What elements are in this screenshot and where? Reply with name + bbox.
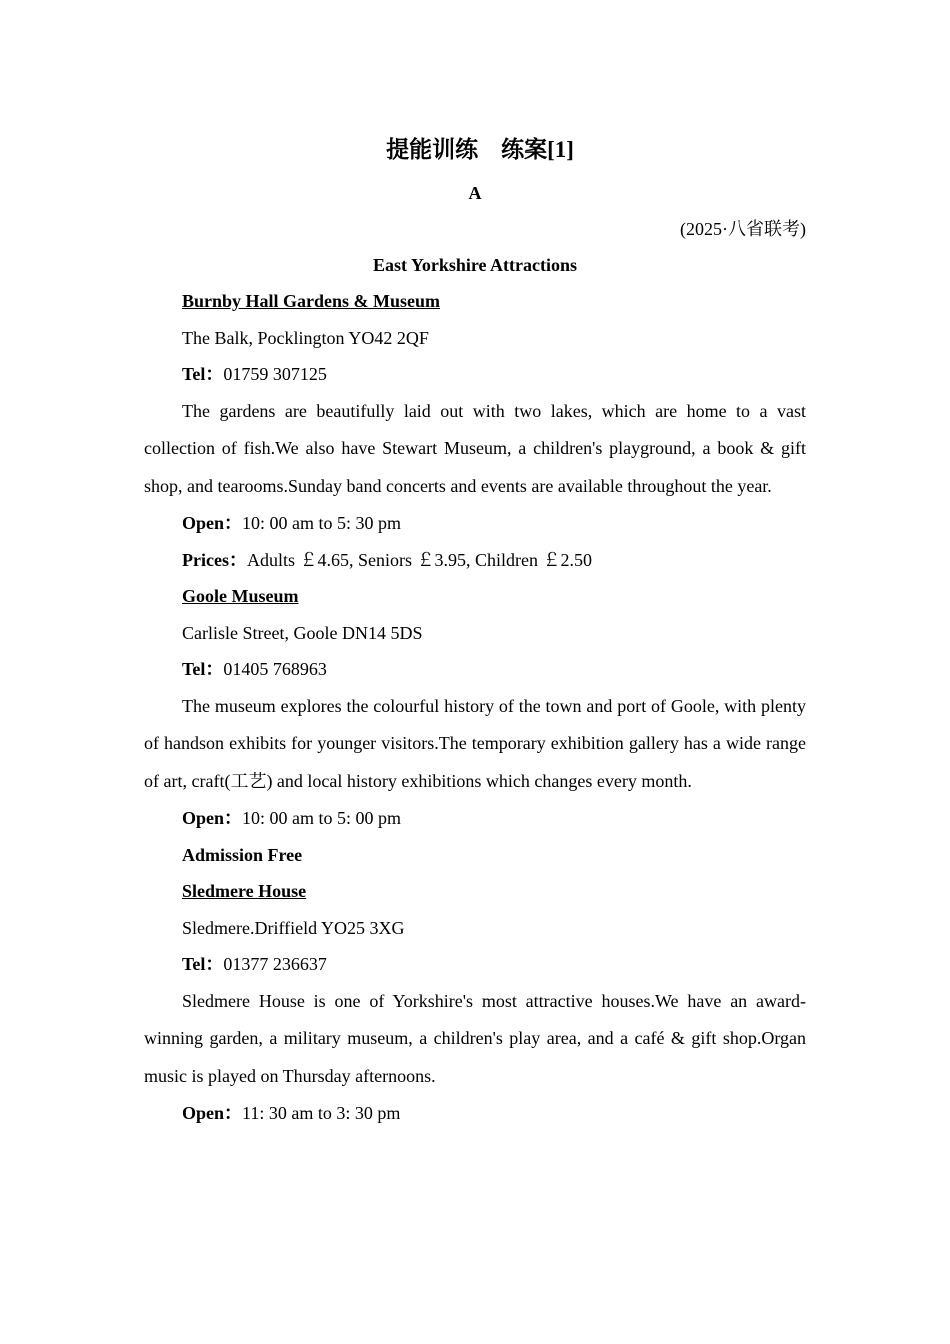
attraction-name-text: Sledmere House bbox=[182, 881, 307, 901]
attraction-open bbox=[144, 800, 806, 837]
open-label: Open： bbox=[182, 1103, 243, 1123]
attraction-tel bbox=[144, 651, 806, 688]
attraction-name-text: Burnby Hall Gardens & Museum bbox=[182, 291, 441, 311]
attraction-address: Sledmere.Driffield YO25 3XG bbox=[182, 917, 405, 938]
tel-label: Tel： bbox=[182, 954, 224, 974]
attraction-description: The gardens are beautifully laid out with two lakes, which are home to a vast collection of fish.We also have Stewart Museum, a children's playground, a book & gift shop, and tearooms.Sunday band concerts and events are available throughout the year. bbox=[144, 400, 806, 496]
open-label: Open： bbox=[182, 513, 243, 533]
open-value: 11: 30 am to 3: 30 pm bbox=[242, 1103, 401, 1123]
attraction-name-text: Goole Museum bbox=[182, 586, 299, 606]
attraction-address: The Balk, Pocklington YO42 2QF bbox=[182, 327, 429, 348]
attraction-address: Carlisle Street, Goole DN14 5DS bbox=[182, 622, 423, 643]
prices-value: Adults ￡4.65, Seniors ￡3.95, Children ￡2.50 bbox=[246, 549, 592, 570]
attraction-description: The museum explores the colourful history of the town and port of Goole, with plenty of handson exhibits for younger visitors.The temporary exhibition gallery has a wide range of art, craft(工艺) and local history exhibitions which changes every month. bbox=[144, 695, 806, 791]
attraction-open bbox=[144, 505, 806, 542]
attraction-admission: Admission Free bbox=[182, 844, 303, 865]
source-note: (2025·八省联考) bbox=[680, 219, 806, 239]
attraction-name bbox=[144, 578, 806, 615]
section-label: A bbox=[468, 183, 482, 203]
page-title: 提能训练 练案[1] bbox=[386, 137, 574, 162]
document-page bbox=[144, 128, 806, 1132]
attraction-tel bbox=[144, 946, 806, 983]
tel-label: Tel： bbox=[182, 659, 224, 679]
tel-label: Tel： bbox=[182, 364, 224, 384]
attraction-open bbox=[144, 1095, 806, 1132]
attraction-prices bbox=[144, 542, 806, 579]
prices-label: Prices： bbox=[182, 549, 247, 570]
attraction-name bbox=[144, 873, 806, 910]
attraction-name bbox=[144, 283, 806, 320]
tel-value: 01377 236637 bbox=[223, 954, 327, 974]
attraction-description: Sledmere House is one of Yorkshire's most attractive houses.We have an award-winning garden, a military museum, a children's play area, and a café & gift shop.Organ music is played on Thursday afternoons. bbox=[144, 990, 806, 1086]
open-label: Open： bbox=[182, 808, 243, 828]
passage-title: East Yorkshire Attractions bbox=[373, 255, 577, 275]
open-value: 10: 00 am to 5: 30 pm bbox=[242, 513, 402, 533]
tel-value: 01405 768963 bbox=[223, 659, 327, 679]
open-value: 10: 00 am to 5: 00 pm bbox=[242, 808, 402, 828]
attraction-tel bbox=[144, 356, 806, 393]
tel-value: 01759 307125 bbox=[223, 364, 327, 384]
